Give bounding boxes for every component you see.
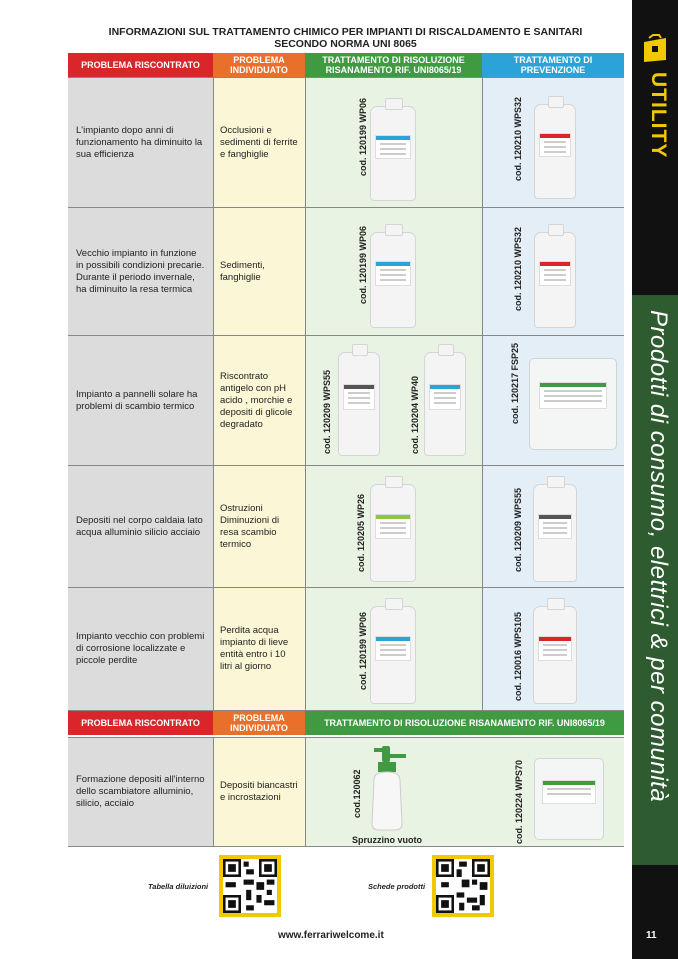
problem-cell: Impianto a pannelli solare ha problemi di scambio termico	[68, 336, 213, 465]
problem-cell: Depositi nel corpo caldaia lato acqua alluminio silicio acciaio	[68, 466, 213, 587]
table-row	[68, 465, 624, 587]
product-code: cod. 120217 FSP25	[510, 342, 520, 424]
bottle-image	[533, 606, 577, 704]
product-code: cod. 120199 WP06	[358, 225, 368, 304]
header-problema-riscontrato: PROBLEMA RISCONTRATO	[68, 53, 213, 77]
header-trattamento-risoluzione: TRATTAMENTO DI RISOLUZIONE RISANAMENTO RIF. UNI8065/19	[305, 711, 624, 735]
sidebar	[632, 0, 678, 959]
table-row	[68, 737, 624, 847]
problem-cell: L'impianto dopo anni di funzionamento ha diminuito la sua efficienza	[68, 78, 213, 207]
product-code: cod. 120224 WPS70	[514, 759, 524, 844]
treatment-cell	[305, 738, 624, 846]
footer-url[interactable]: www.ferrariwelcome.it	[278, 930, 384, 941]
tank-image	[534, 758, 604, 840]
table-row	[68, 77, 624, 207]
problem-cell: Formazione depositi all'interno dello scambiatore alluminio, silicio, acciaio	[68, 738, 213, 846]
bottle-image	[370, 106, 416, 201]
table-row	[68, 207, 624, 335]
identified-cell: Perdita acqua impianto di lieve entità entro i 10 litri al giorno	[213, 588, 305, 710]
bottle-image	[534, 104, 576, 199]
product-code: cod. 120205 WP26	[356, 493, 366, 572]
treatment-cell	[305, 208, 482, 335]
bottle-image	[370, 484, 416, 582]
qr-code-schede[interactable]	[432, 855, 494, 917]
bottle-image	[338, 352, 380, 456]
prevention-cell	[482, 78, 624, 207]
page-title: INFORMAZIONI SUL TRATTAMENTO CHIMICO PER IMPIANTI DI RISCALDAMENTO E SANITARI SECONDO NORMA UNI 8065	[108, 26, 583, 50]
table-row	[68, 587, 624, 711]
header-problema-individuato: PROBLEMA INDIVIDUATO	[213, 711, 305, 735]
product-code: cod. 120210 WPS32	[513, 226, 523, 311]
treatment-cell	[305, 588, 482, 710]
header-trattamento-prevenzione: TRATTAMENTO DI PREVENZIONE	[482, 53, 624, 77]
product-code: cod. 120210 WPS32	[513, 96, 523, 181]
identified-cell: Occlusioni e sedimenti di ferrite e fanghiglie	[213, 78, 305, 207]
table-row	[68, 335, 624, 465]
prevention-cell	[482, 336, 624, 465]
problem-cell: Vecchio impianto in funzione in possibili condizioni precarie. Durante il periodo invernale, ha diminuito la resa termica	[68, 208, 213, 335]
treatment-cell	[305, 78, 482, 207]
product-code: cod.120062	[352, 769, 362, 818]
bottle-image	[534, 232, 576, 328]
bottle-image	[424, 352, 466, 456]
product-code: cod. 120209 WPS55	[513, 487, 523, 572]
treatment-cell	[305, 466, 482, 587]
identified-cell: Sedimenti, fanghiglie	[213, 208, 305, 335]
product-code: cod. 120204 WP40	[410, 375, 420, 454]
qr-code-diluizioni[interactable]	[219, 855, 281, 917]
qr-label-diluizioni: Tabella diluizioni	[148, 882, 209, 891]
identified-cell: Riscontrato antigelo con pH acido , morchie e depositi di glicole degradato	[213, 336, 305, 465]
toolbox-icon	[641, 34, 669, 64]
identified-cell: Ostruzioni Diminuzioni di resa scambio termico	[213, 466, 305, 587]
sidebar-brand: UTILITY	[647, 72, 670, 159]
page-number: 11	[646, 930, 657, 941]
product-code: cod. 120209 WPS55	[322, 369, 332, 454]
problem-cell: Impianto vecchio con problemi di corrosione localizzate e piccole perdite	[68, 588, 213, 710]
bottle-image	[370, 606, 416, 704]
sidebar-category: Prodotti di consumo, elettrici & per comunità	[645, 310, 672, 803]
tank-image	[529, 358, 617, 450]
product-code: cod. 120016 WPS105	[513, 611, 523, 701]
treatment-cell	[305, 336, 482, 465]
bottle-image	[370, 232, 416, 328]
header-problema-individuato: PROBLEMA INDIVIDUATO	[213, 53, 305, 77]
header-problema-riscontrato: PROBLEMA RISCONTRATO	[68, 711, 213, 735]
product-code: cod. 120199 WP06	[358, 97, 368, 176]
prevention-cell	[482, 466, 624, 587]
spray-bottle-image	[368, 744, 420, 832]
prevention-cell	[482, 208, 624, 335]
bottle-image	[533, 484, 577, 582]
prevention-cell	[482, 588, 624, 710]
qr-label-schede: Schede prodotti	[368, 882, 426, 891]
spray-caption: Spruzzino vuoto	[352, 835, 422, 845]
product-code: cod. 120199 WP06	[358, 611, 368, 690]
header-trattamento-risoluzione: TRATTAMENTO DI RISOLUZIONE RISANAMENTO RIF. UNI8065/19	[305, 53, 482, 77]
identified-cell: Depositi biancastri e incrostazioni	[213, 738, 305, 846]
